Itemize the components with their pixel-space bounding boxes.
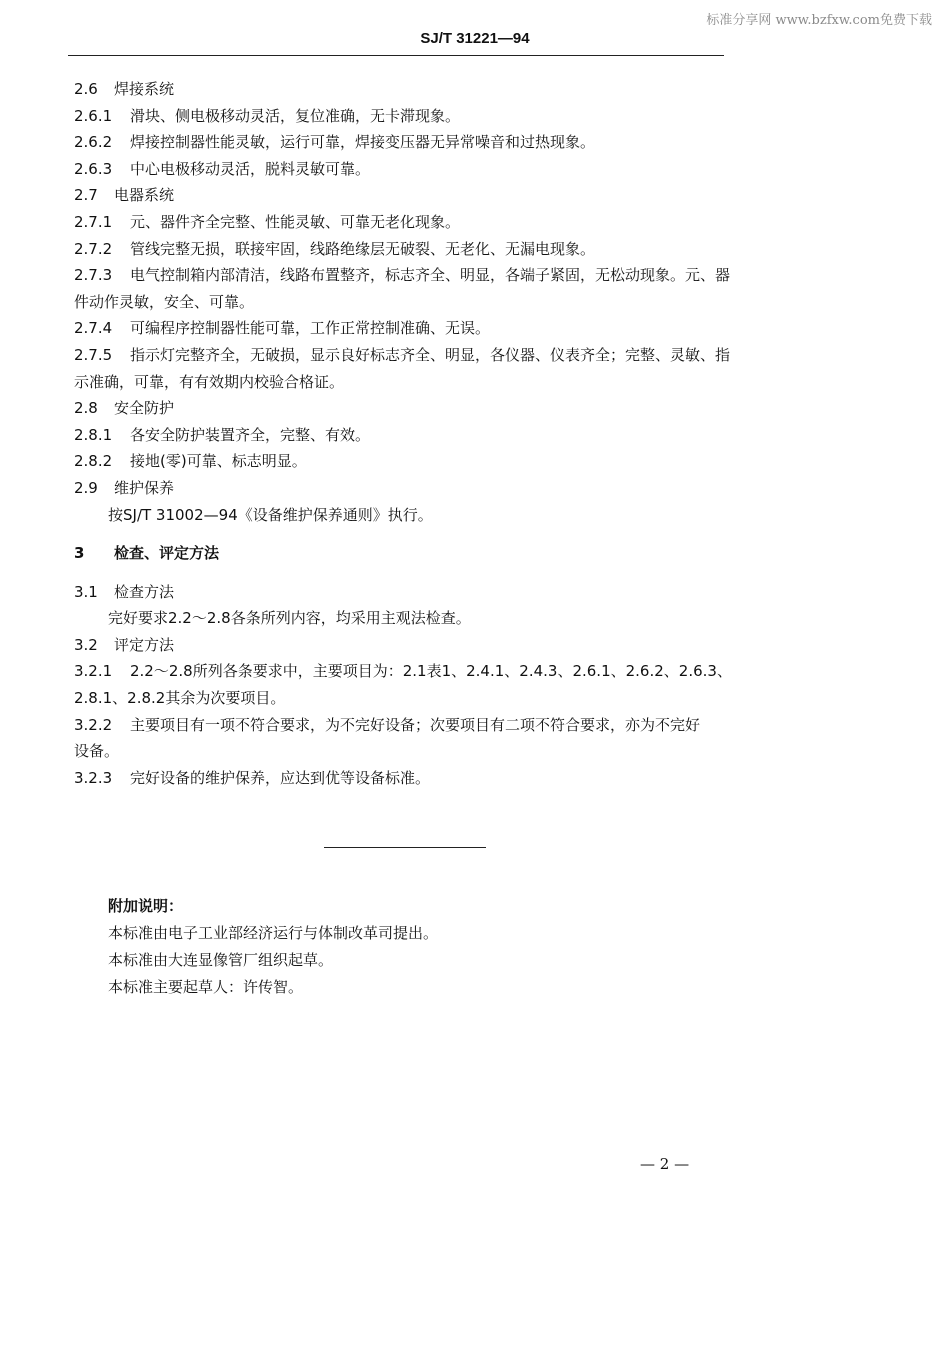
clause xyxy=(74,765,734,792)
clause-continuation: 示准确，可靠，有有效期内校验合格证。 xyxy=(74,372,345,391)
clause-text: 安全防护 xyxy=(114,399,175,418)
clause-text: 中心电极移动灵活，脱料灵敏可靠。 xyxy=(130,159,371,178)
section-2-items xyxy=(74,76,734,528)
clause xyxy=(74,475,734,502)
notes-title: 附加说明： xyxy=(108,897,184,915)
clause-number: 2.6.2 xyxy=(74,133,113,152)
clause-text: 完好设备的维护保养，应达到优等设备标准。 xyxy=(130,768,431,787)
document-body xyxy=(74,76,734,791)
clause-text: 检查方法 xyxy=(114,582,175,601)
clause xyxy=(74,315,734,342)
clause-number: 2.6 xyxy=(74,80,98,98)
clause xyxy=(74,103,734,130)
clause-text: 滑块、侧电极移动灵活，复位准确，无卡滞现象。 xyxy=(130,106,461,125)
clause-number: 2.6.3 xyxy=(74,159,113,178)
clause-number: 3.2 xyxy=(74,635,98,654)
clause-text: 评定方法 xyxy=(114,635,175,654)
clause-text: 接地(零)可靠、标志明显。 xyxy=(130,452,307,471)
clause-text: 2.2～2.8所列各条要求中，主要项目为：2.1表1、2.4.1、2.4.3、2.6.1、2.6.2、2.6.3、 xyxy=(130,662,732,681)
clause xyxy=(74,712,734,739)
clause xyxy=(74,658,734,685)
section-3-heading xyxy=(74,540,734,567)
clause-text: 可编程序控制器性能可靠，工作正常控制准确、无误。 xyxy=(130,319,491,338)
document-header: SJ/T 31221—94 xyxy=(420,30,530,47)
clause-text: 维护保养 xyxy=(114,478,175,497)
clause-number: 2.8.2 xyxy=(74,452,113,471)
clause xyxy=(74,632,734,659)
section-number: 3 xyxy=(74,544,85,563)
clause-text: 焊接系统 xyxy=(114,80,175,98)
section-3-items xyxy=(74,579,734,792)
clause-text: 各安全防护装置齐全，完整、有效。 xyxy=(130,425,371,444)
watermark: 标准分享网 www.bzfxw.com免费下载 xyxy=(706,13,932,28)
clause-number: 3.2.2 xyxy=(74,715,113,734)
clause-number: 2.7 xyxy=(74,186,98,205)
clause-text: 按SJ/T 31002—94《设备维护保养通则》执行。 xyxy=(108,505,433,524)
clause xyxy=(74,502,734,529)
clause xyxy=(74,342,734,369)
clause-text: 焊接控制器性能灵敏，运行可靠，焊接变压器无异常噪音和过热现象。 xyxy=(130,133,596,152)
clause xyxy=(74,448,734,475)
clause-number: 3.2.1 xyxy=(74,662,113,681)
note-line: 本标准由电子工业部经济运行与体制改革司提出。 xyxy=(108,924,439,942)
clause-text: 完好要求2.2～2.8各条所列内容，均采用主观法检查。 xyxy=(108,609,471,628)
header-rule xyxy=(68,55,724,56)
end-separator xyxy=(324,847,486,848)
note-line: 本标准主要起草人：许传智。 xyxy=(108,978,304,996)
clause-number: 3.2.3 xyxy=(74,768,113,787)
clause-continuation: 设备。 xyxy=(74,742,120,761)
clause-text: 元、器件齐全完整、性能灵敏、可靠无老化现象。 xyxy=(130,212,461,231)
clause-continuation: 2.8.1、2.8.2其余为次要项目。 xyxy=(74,689,286,708)
clause xyxy=(74,605,734,632)
clause xyxy=(74,395,734,422)
clause-number: 2.7.4 xyxy=(74,319,113,338)
clause xyxy=(74,262,734,289)
clause-text: 电气控制箱内部清洁，线路布置整齐，标志齐全、明显，各端子紧固，无松动现象。元、器 xyxy=(130,266,731,285)
clause xyxy=(74,156,734,183)
note-line: 本标准由大连显像管厂组织起草。 xyxy=(108,951,334,969)
clause-number: 2.7.2 xyxy=(74,239,113,258)
clause-text: 主要项目有一项不符合要求，为不完好设备；次要项目有二项不符合要求，亦为不完好 xyxy=(130,715,701,734)
clause-number: 2.9 xyxy=(74,478,98,497)
section-title: 检查、评定方法 xyxy=(114,544,220,563)
clause-text: 指示灯完整齐全，无破损，显示良好标志齐全、明显，各仪器、仪表齐全；完整、灵敏、指 xyxy=(130,345,731,364)
clause-number: 2.6.1 xyxy=(74,106,113,125)
clause-number: 3.1 xyxy=(74,582,98,601)
page-number: — 2 — xyxy=(640,1155,690,1173)
clause xyxy=(74,76,734,103)
clause-number: 2.8 xyxy=(74,399,98,418)
clause xyxy=(74,236,734,263)
clause-number: 2.8.1 xyxy=(74,425,113,444)
clause-number: 2.7.1 xyxy=(74,212,113,231)
clause xyxy=(74,422,734,449)
additional-notes xyxy=(108,893,438,1001)
clause xyxy=(74,182,734,209)
clause-number: 2.7.3 xyxy=(74,266,113,285)
clause xyxy=(74,129,734,156)
clause xyxy=(74,579,734,606)
clause-text: 电器系统 xyxy=(114,186,175,205)
clause-number: 2.7.5 xyxy=(74,345,113,364)
clause xyxy=(74,209,734,236)
clause-continuation: 件动作灵敏，安全、可靠。 xyxy=(74,292,255,311)
clause-text: 管线完整无损，联接牢固，线路绝缘层无破裂、无老化、无漏电现象。 xyxy=(130,239,596,258)
